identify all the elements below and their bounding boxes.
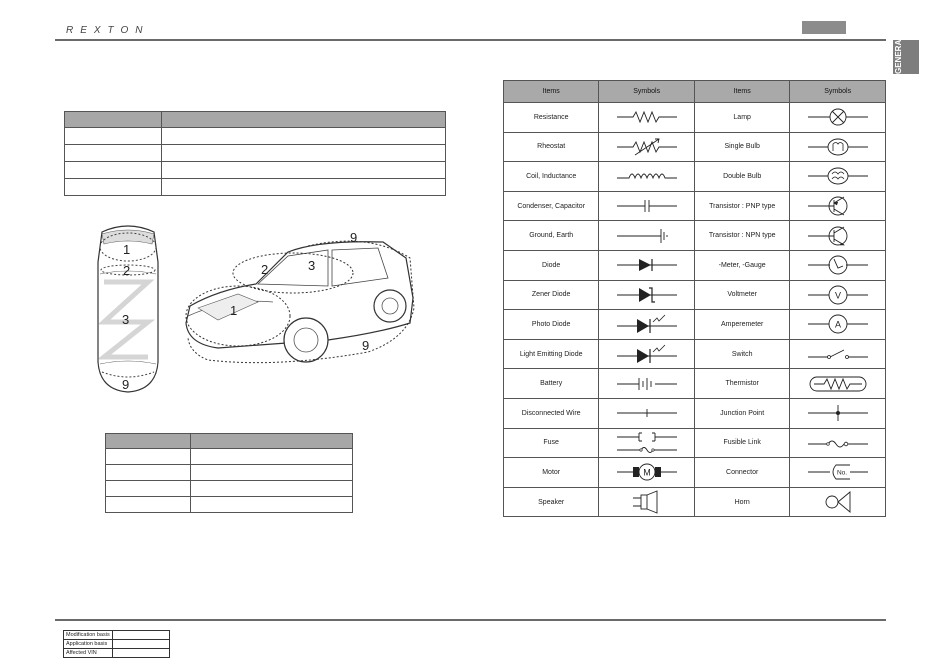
header-items: Items xyxy=(694,81,789,103)
item-name: Horn xyxy=(694,487,789,517)
item-name: Fusible Link xyxy=(694,428,789,458)
table-row xyxy=(504,487,886,517)
svg-text:M: M xyxy=(642,467,651,478)
table-row xyxy=(504,221,886,251)
amperemeter-icon xyxy=(806,313,870,335)
item-name: Speaker xyxy=(504,487,599,517)
footer-label: Affected VIN xyxy=(64,649,113,658)
voltmeter-icon xyxy=(806,284,870,306)
top-view-zone-label: 9 xyxy=(122,377,130,392)
capacitor-icon xyxy=(615,198,679,214)
thermistor-icon xyxy=(806,375,870,393)
item-name: Resistance xyxy=(504,103,599,133)
table-row xyxy=(504,398,886,428)
header-symbols: Symbols xyxy=(599,81,695,103)
table-row xyxy=(504,428,886,458)
item-name: Connector xyxy=(694,458,789,488)
table-row xyxy=(504,280,886,310)
npn-transistor-icon xyxy=(806,225,870,247)
motor-icon xyxy=(615,461,679,483)
side-view-zone-label: 9 xyxy=(350,230,358,245)
item-name: Lamp xyxy=(694,103,789,133)
resistor-icon xyxy=(615,110,679,124)
item-name: Diode xyxy=(504,250,599,280)
item-name: Disconnected Wire xyxy=(504,398,599,428)
item-name: Photo Diode xyxy=(504,310,599,340)
table-row xyxy=(504,191,886,221)
symbols-header-row xyxy=(504,81,886,103)
junction-point-icon xyxy=(806,404,870,422)
side-view-zone-label: 9 xyxy=(362,338,370,353)
ground-icon xyxy=(615,227,679,245)
diode-icon xyxy=(615,257,679,273)
footer-value xyxy=(112,649,169,658)
item-name: Single Bulb xyxy=(694,132,789,162)
table-row xyxy=(504,162,886,192)
item-name: Junction Point xyxy=(694,398,789,428)
side-view-zone-label: 1 xyxy=(230,303,238,318)
battery-icon xyxy=(615,376,679,392)
side-view-zone-label: 3 xyxy=(308,258,316,273)
item-name: Condenser, Capacitor xyxy=(504,191,599,221)
horn-icon xyxy=(806,490,870,514)
section-tab: GENERAL xyxy=(893,40,919,74)
zener-diode-icon xyxy=(615,286,679,304)
rheostat-icon xyxy=(615,137,679,157)
item-name: Rheostat xyxy=(504,132,599,162)
switch-icon xyxy=(806,347,870,361)
connector-icon xyxy=(806,462,870,482)
photo-diode-icon xyxy=(615,314,679,334)
item-name: Ground, Earth xyxy=(504,221,599,251)
footer-info-table xyxy=(63,630,170,658)
item-name: Transistor : PNP type xyxy=(694,191,789,221)
table-row xyxy=(504,250,886,280)
table-row xyxy=(504,132,886,162)
table-row xyxy=(504,310,886,340)
item-name: Voltmeter xyxy=(694,280,789,310)
table-row xyxy=(504,458,886,488)
fuse-icon xyxy=(615,431,679,455)
side-view-zone-label: 2 xyxy=(261,262,269,277)
header-symbols: Symbols xyxy=(790,81,886,103)
led-icon xyxy=(615,344,679,364)
top-view-zone-label: 1 xyxy=(123,242,131,257)
item-name: Coil, Inductance xyxy=(504,162,599,192)
disconnected-wire-icon xyxy=(615,406,679,420)
coil-icon xyxy=(615,168,679,184)
top-view-zone-label: 3 xyxy=(122,312,130,327)
gauge-icon xyxy=(806,254,870,276)
vehicle-top-view-diagram xyxy=(88,222,168,398)
wiring-symbols-table xyxy=(503,80,886,517)
pnp-transistor-icon xyxy=(806,195,870,217)
item-name: Double Bulb xyxy=(694,162,789,192)
svg-text:No.: No. xyxy=(836,469,847,477)
table-row xyxy=(504,339,886,369)
item-name: Battery xyxy=(504,369,599,399)
lamp-icon xyxy=(806,107,870,127)
item-name: Switch xyxy=(694,339,789,369)
fusible-link-icon xyxy=(806,435,870,451)
item-name: Amperemeter xyxy=(694,310,789,340)
item-name: Transistor : NPN type xyxy=(694,221,789,251)
double-bulb-icon xyxy=(806,166,870,186)
footer-value xyxy=(112,631,169,640)
table-row xyxy=(504,369,886,399)
footer-label: Modification basis xyxy=(64,631,113,640)
header-items: Items xyxy=(504,81,599,103)
speaker-icon xyxy=(615,490,679,514)
footer-value xyxy=(112,640,169,649)
vehicle-side-view-diagram xyxy=(178,228,418,373)
item-name: Thermistor xyxy=(694,369,789,399)
blank-table-bottom xyxy=(105,433,353,513)
single-bulb-icon xyxy=(806,137,870,157)
header-rule xyxy=(55,39,886,41)
header-box xyxy=(802,21,846,34)
svg-text:V: V xyxy=(834,290,841,301)
item-name: Motor xyxy=(504,458,599,488)
footer-rule xyxy=(55,619,886,621)
item-name: Fuse xyxy=(504,428,599,458)
item-name: -Meter, -Gauge xyxy=(694,250,789,280)
top-view-zone-label: 2 xyxy=(123,263,131,278)
item-name: Light Emitting Diode xyxy=(504,339,599,369)
item-name: Zener Diode xyxy=(504,280,599,310)
footer-label: Application basis xyxy=(64,640,113,649)
table-row xyxy=(504,103,886,133)
blank-table-top xyxy=(64,111,446,196)
svg-text:A: A xyxy=(834,319,841,330)
brand-logo: REXTON xyxy=(66,25,150,36)
